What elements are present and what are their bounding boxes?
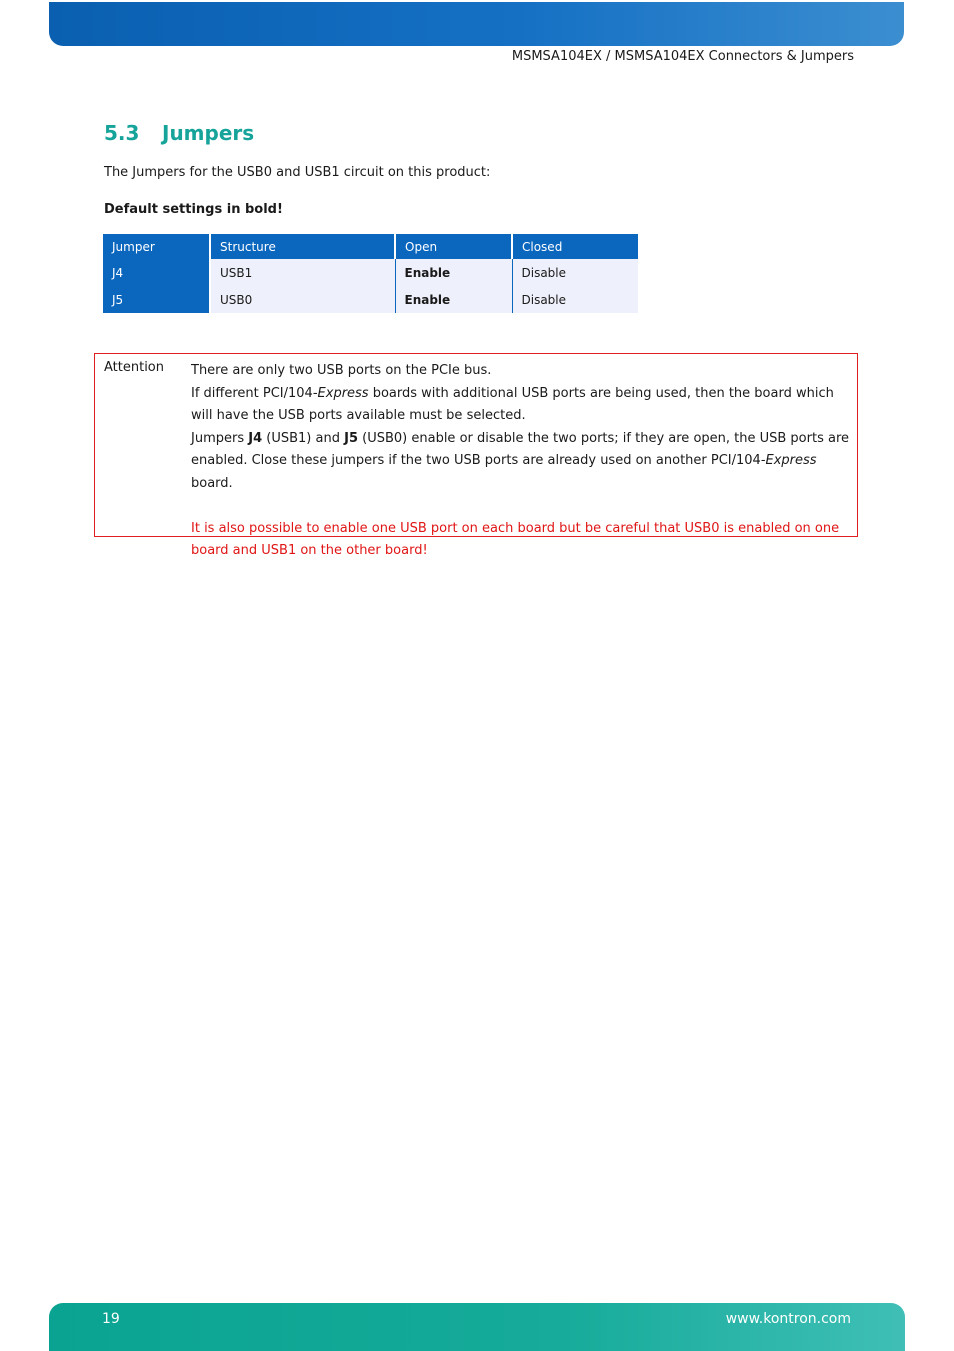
text-span: boards with additional USB ports are being used, then the board which will have the USB ports available must be selected. (191, 385, 834, 423)
spacer (191, 495, 851, 518)
text-span: (USB1) and (262, 430, 345, 446)
default-settings-note: Default settings in bold! (104, 202, 283, 217)
intro-text: The Jumpers for the USB0 and USB1 circuit on this product: (104, 165, 491, 180)
section-title (104, 121, 254, 145)
website-link[interactable]: www.kontron.com (725, 1311, 851, 1327)
text-span: (USB0) enable or disable the two ports; if they are open, the USB ports are enabled. Close these jumpers if the two USB ports are already used on another PCI/104- (191, 430, 850, 468)
cell-open: Enable (395, 259, 512, 286)
jumpers-table (103, 234, 638, 313)
cell-closed: Disable (512, 259, 638, 286)
text-span: Jumpers (191, 430, 249, 446)
text-span: If different PCI/104- (191, 385, 318, 401)
col-open: Open (395, 234, 512, 259)
cell-structure: USB1 (210, 259, 395, 286)
table-header-row (103, 234, 638, 259)
attention-body (191, 360, 851, 563)
italic-span: Express (317, 385, 369, 401)
col-structure: Structure (210, 234, 395, 259)
cell-jumper: J5 (103, 286, 210, 313)
text-span: board. (191, 475, 233, 491)
table-row (103, 286, 638, 313)
attention-line-1: There are only two USB ports on the PCIe bus. (191, 363, 492, 378)
bold-span: J4 (248, 430, 263, 446)
table-row (103, 259, 638, 286)
section-title-text: Jumpers (162, 121, 255, 145)
section-number: 5.3 (104, 121, 140, 145)
italic-span: Express (765, 453, 817, 468)
cell-closed: Disable (512, 286, 638, 313)
attention-label: Attention (104, 360, 164, 375)
header-bar (49, 2, 904, 46)
attention-line-3 (191, 428, 851, 496)
cell-jumper: J4 (103, 259, 210, 286)
page-number: 19 (102, 1311, 120, 1327)
attention-warning: It is also possible to enable one USB port on each board but be careful that USB0 is enabled on one board and USB1 on the other board! (191, 520, 840, 558)
col-jumper: Jumper (103, 234, 210, 259)
cell-structure: USB0 (210, 286, 395, 313)
attention-box (94, 353, 858, 558)
cell-open: Enable (395, 286, 512, 313)
bold-span: J5 (344, 430, 358, 446)
col-closed: Closed (512, 234, 638, 259)
attention-line-2 (191, 383, 851, 428)
running-head: MSMSA104EX / MSMSA104EX Connectors & Jumpers (511, 49, 854, 64)
